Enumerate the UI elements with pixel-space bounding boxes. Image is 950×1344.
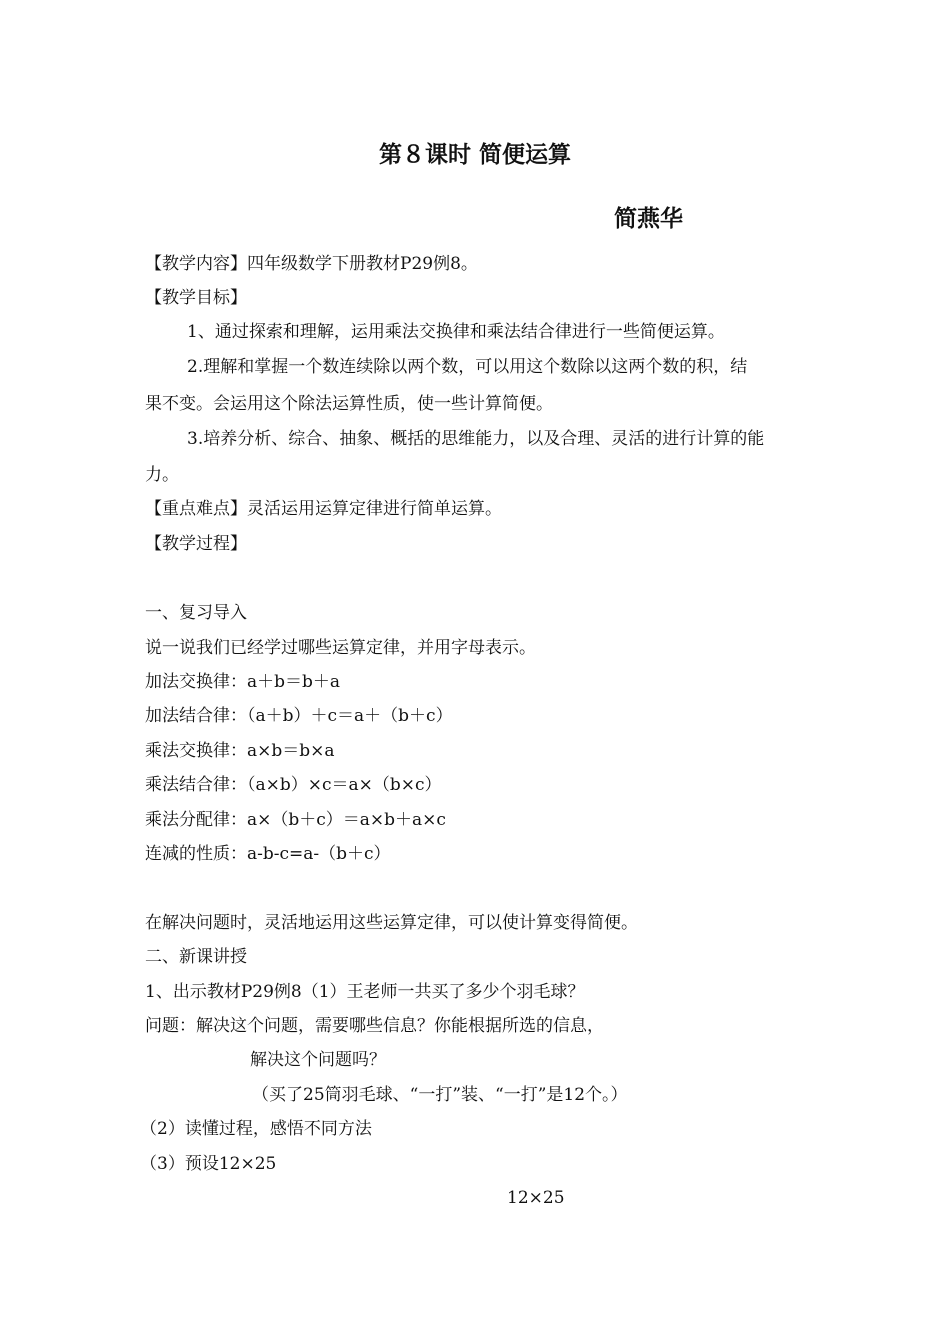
step-2: （2）读懂过程，感悟不同方法	[140, 1119, 372, 1139]
goal-2-line1: 2.理解和掌握一个数连续除以两个数，可以用这个数除以这两个数的积，结	[187, 357, 748, 377]
teaching-content: 【教学内容】四年级数学下册教材P29例8。	[145, 254, 478, 274]
calculation-expression: 12×25	[507, 1188, 565, 1208]
review-prompt: 说一说我们已经学过哪些运算定律，并用字母表示。	[145, 638, 536, 658]
goal-3-line2: 力。	[145, 465, 179, 485]
section-review-heading: 一、复习导入	[145, 603, 247, 623]
key-points: 【重点难点】灵活运用运算定律进行简单运算。	[145, 499, 502, 519]
teaching-goals-heading: 【教学目标】	[145, 288, 247, 308]
section-new-lesson-heading: 二、新课讲授	[145, 947, 247, 967]
law-distributive: 乘法分配律：a×（b＋c）＝a×b＋a×c	[145, 810, 446, 830]
step-3: （3）预设12×25	[140, 1154, 277, 1174]
law-multiplication-associative: 乘法结合律：（a×b）×c＝a×（b×c）	[145, 775, 442, 795]
lesson-title: 第８课时 简便运算	[378, 142, 571, 168]
goal-1: 1、通过探索和理解，运用乘法交换律和乘法结合律进行一些简便运算。	[187, 322, 725, 342]
author-name: 简燕华	[614, 206, 683, 232]
law-addition-associative: 加法结合律：（a＋b）＋c＝a＋（b＋c）	[145, 706, 453, 726]
review-summary: 在解决问题时，灵活地运用这些运算定律，可以使计算变得简便。	[145, 913, 638, 933]
question-answer-hint: （买了25筒羽毛球、“一打”装、“一打”是12个。）	[252, 1085, 628, 1105]
law-addition-commutative: 加法交换律：a＋b＝b＋a	[145, 672, 341, 692]
law-multiplication-commutative: 乘法交换律：a×b＝b×a	[145, 741, 335, 761]
question-line2: 解决这个问题吗？	[250, 1050, 386, 1070]
question-line1: 问题：解决这个问题，需要哪些信息？你能根据所选的信息，	[145, 1016, 604, 1036]
teaching-process-heading: 【教学过程】	[145, 534, 247, 554]
law-subtraction-property: 连减的性质：a-b-c=a-（b＋c）	[145, 844, 391, 864]
example-8-prompt: 1、出示教材P29例8（1）王老师一共买了多少个羽毛球？	[145, 982, 585, 1002]
goal-3-line1: 3.培养分析、综合、抽象、概括的思维能力，以及合理、灵活的进行计算的能	[187, 429, 765, 449]
goal-2-line2: 果不变。会运用这个除法运算性质，使一些计算简便。	[145, 394, 553, 414]
